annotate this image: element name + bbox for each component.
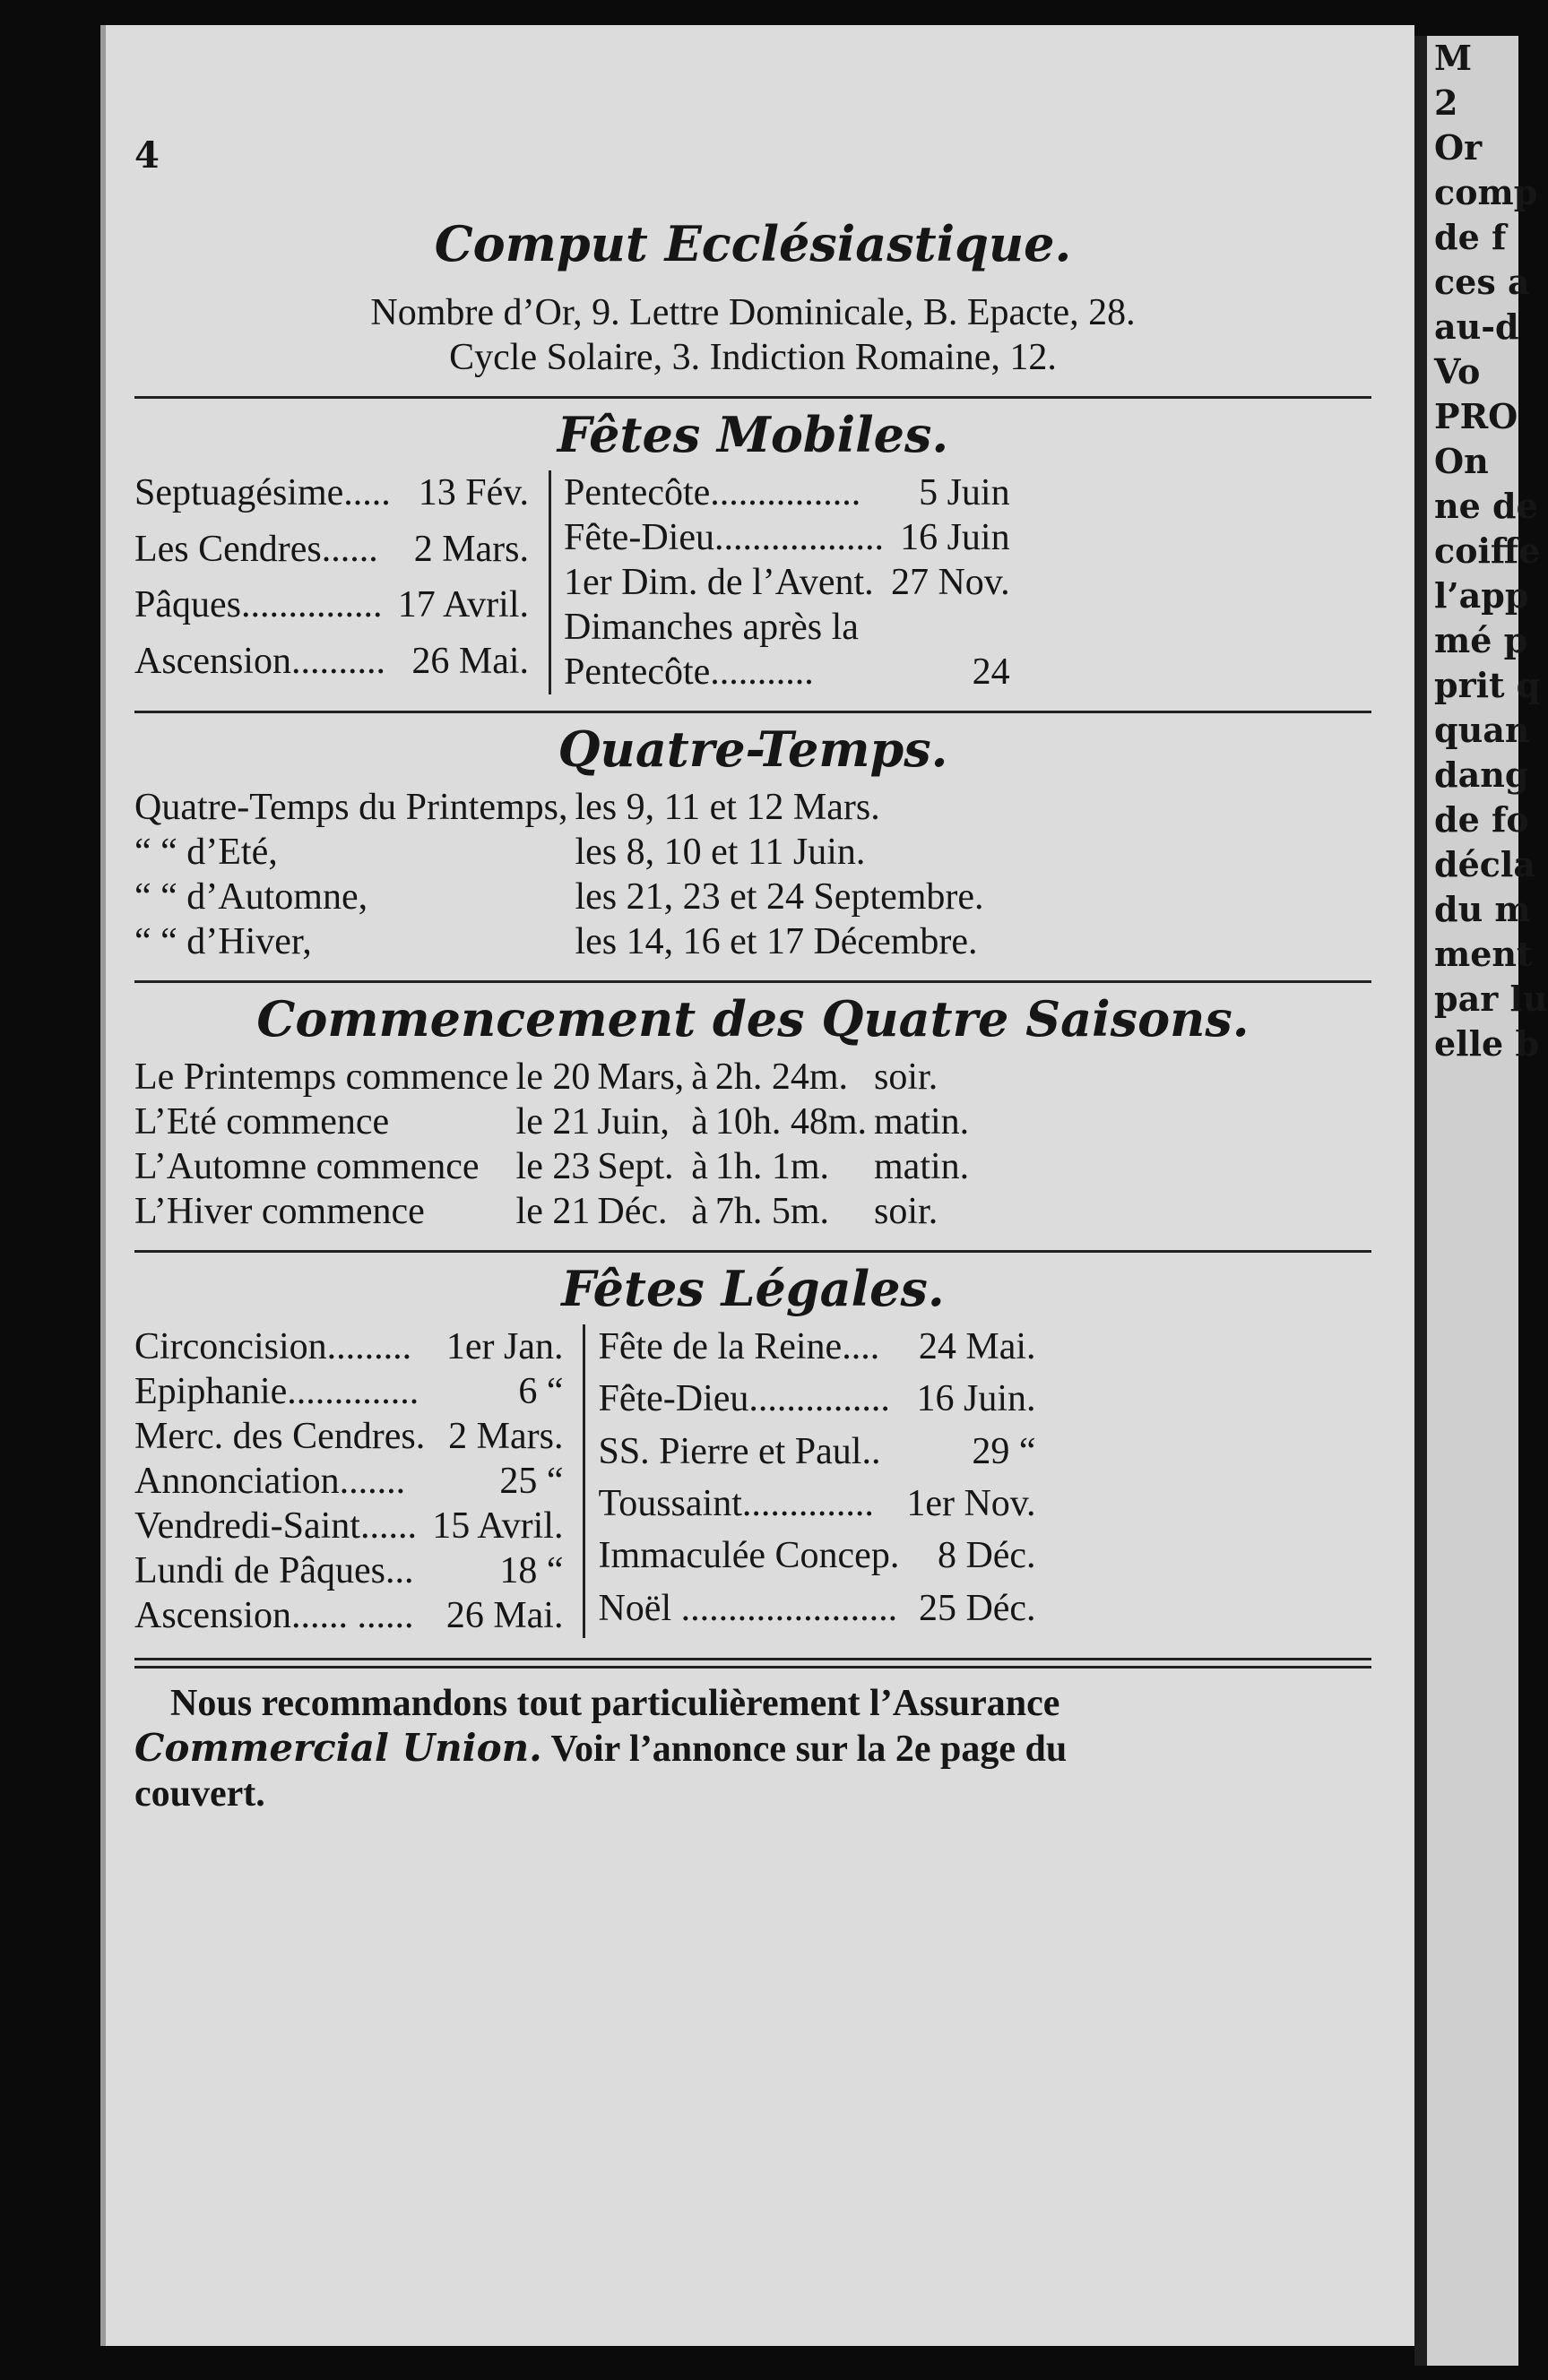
right-page-fragments <box>1427 36 1548 1066</box>
note-company-name: Commercial Union. <box>134 1726 542 1770</box>
fetes-legales-left <box>134 1324 570 1638</box>
fete-mobile-name: 1er Dim. de l’Avent. <box>564 562 874 603</box>
fete-legale-name: Noël ....................... <box>598 1587 898 1629</box>
fete-legale-name: SS. Pierre et Paul.. <box>598 1430 881 1472</box>
quatre-temps-season: “ “ d’Hiver, <box>134 921 312 962</box>
saison-day: le 21 <box>515 1191 591 1232</box>
column-divider <box>549 470 551 694</box>
fete-mobile-name: Ascension.......... <box>134 640 385 682</box>
fete-legale-row <box>134 1459 570 1504</box>
saison-month: Déc. <box>597 1191 668 1232</box>
fete-mobile-name: Les Cendres...... <box>134 528 378 570</box>
fetes-mobiles-columns <box>134 470 1371 694</box>
quatre-temps-season: Quatre-Temps du Printemps, <box>134 787 568 828</box>
saison-day: le 23 <box>515 1146 591 1187</box>
right-page-fragment: de fo <box>1434 799 1529 840</box>
section-rule <box>134 980 1371 983</box>
fete-legale-row <box>134 1324 570 1369</box>
right-page-fragment: M <box>1434 38 1473 78</box>
saison-part: matin. <box>874 1146 970 1187</box>
saisons-title: Commencement des Quatre Saisons. <box>256 990 1250 1048</box>
fete-mobile-row <box>564 470 1017 515</box>
quatre-temps-season: “ “ d’Eté, <box>134 832 278 873</box>
quatre-temps-dates: les 9, 11 et 12 Mars. <box>575 787 880 828</box>
saison-day: le 20 <box>515 1056 591 1098</box>
fete-legale-name: Toussaint.............. <box>598 1482 874 1524</box>
fete-legale-row <box>598 1429 1042 1481</box>
fetes-mobiles-title: Fêtes Mobiles. <box>557 406 949 463</box>
fete-mobile-date: 24 <box>972 651 1010 693</box>
right-page-fragment: ment <box>1434 934 1533 974</box>
fete-legale-name: Epiphanie.............. <box>134 1371 419 1412</box>
quatre-temps-dates: les 21, 23 et 24 Septembre. <box>575 876 984 918</box>
fete-legale-name: Merc. des Cendres. <box>134 1416 426 1457</box>
quatre-temps-table <box>134 785 991 964</box>
fete-mobile-name: Pentecôte........... <box>564 651 814 693</box>
right-page-fragment: l’app <box>1434 575 1529 616</box>
fete-mobile-name: Fête-Dieu.................. <box>564 517 884 558</box>
fetes-mobiles-right <box>564 470 1017 694</box>
right-page-fragment: On <box>1434 441 1489 481</box>
comput-title: Comput Ecclésiastique. <box>434 215 1072 272</box>
comput-line-1: Nombre d’Or, 9. Lettre Dominicale, B. Epacte, 28. <box>370 292 1136 333</box>
fete-mobile-row <box>564 515 1017 560</box>
fete-legale-row <box>598 1586 1042 1638</box>
saison-time: 1h. 1m. <box>714 1146 830 1187</box>
right-page-fragment: de f <box>1434 217 1507 257</box>
right-page-fragment: dang <box>1434 755 1529 795</box>
right-page-fragment: Or <box>1434 127 1483 168</box>
fete-mobile-date: 16 Juin <box>900 517 1010 558</box>
fete-mobile-name: Pâques............... <box>134 584 383 625</box>
section-rule <box>134 711 1371 713</box>
fete-mobile-row <box>134 639 536 695</box>
fete-legale-date: 25 Déc. <box>918 1587 1036 1629</box>
fete-legale-date: 15 Avril. <box>432 1505 564 1547</box>
saison-season: L’Automne commence <box>134 1146 480 1187</box>
quatre-temps-season: “ “ d’Automne, <box>134 876 368 918</box>
fete-legale-row <box>134 1548 570 1593</box>
fete-legale-name: Lundi de Pâques... <box>134 1550 414 1591</box>
saison-season: L’Hiver commence <box>134 1191 425 1232</box>
fete-legale-row <box>598 1324 1042 1376</box>
fete-legale-row <box>134 1593 570 1638</box>
note-line-2-text: Voir l’annonce sur la 2e page du <box>541 1729 1068 1770</box>
fete-mobile-row <box>134 582 536 639</box>
quatre-temps-row <box>134 875 991 919</box>
section-rule <box>134 396 1371 399</box>
note-line-3: couvert. <box>134 1773 265 1815</box>
fete-legale-date: 18 “ <box>499 1550 564 1591</box>
saison-a: à <box>691 1056 708 1098</box>
right-page-fragment: prit q <box>1434 665 1541 705</box>
fete-mobile-row <box>134 470 536 527</box>
fete-legale-row <box>598 1376 1042 1428</box>
fetes-legales-right <box>598 1324 1042 1638</box>
fete-legale-date: 16 Juin. <box>916 1378 1036 1420</box>
fete-legale-row <box>598 1481 1042 1533</box>
right-page-fragment: elle b <box>1434 1023 1540 1064</box>
fete-legale-date: 8 Déc. <box>937 1535 1036 1577</box>
saison-a: à <box>691 1101 708 1143</box>
saison-a: à <box>691 1191 708 1232</box>
fete-mobile-name: Pentecôte................ <box>564 472 861 513</box>
fete-legale-name: Fête-Dieu............... <box>598 1378 890 1420</box>
fete-legale-name: Circoncision......... <box>134 1326 412 1367</box>
fete-mobile-row <box>564 605 1017 650</box>
quatre-temps-row <box>134 785 991 830</box>
fete-mobile-row <box>134 527 536 583</box>
fetes-legales-title: Fêtes Légales. <box>561 1260 945 1317</box>
fete-legale-row <box>598 1533 1042 1585</box>
saison-row <box>134 1099 976 1144</box>
fete-mobile-date <box>891 605 1017 650</box>
saison-row <box>134 1144 976 1189</box>
fete-legale-row <box>134 1414 570 1459</box>
right-page-fragment: coiffe <box>1434 530 1541 571</box>
saison-month: Sept. <box>597 1146 674 1187</box>
right-page-fragment: Vo <box>1434 351 1481 392</box>
quatre-temps-dates: les 14, 16 et 17 Décembre. <box>575 921 978 962</box>
right-page-fragment: décla <box>1434 844 1535 884</box>
right-page-fragment: au-d <box>1434 306 1519 347</box>
fetes-mobiles-left <box>134 470 536 694</box>
fete-mobile-date: 13 Fév. <box>418 472 530 513</box>
fete-mobile-date: 17 Avril. <box>397 584 530 625</box>
fete-legale-date: 6 “ <box>518 1371 564 1412</box>
fete-legale-date: 25 “ <box>499 1461 564 1502</box>
quatre-temps-title: Quatre-Temps. <box>558 720 948 778</box>
fete-legale-name: Immaculée Concep. <box>598 1535 900 1577</box>
saison-a: à <box>691 1146 708 1187</box>
page-number: 4 <box>134 134 160 177</box>
fete-legale-date: 1er Nov. <box>906 1482 1036 1524</box>
fete-mobile-date: 5 Juin <box>919 472 1010 513</box>
saison-season: L’Eté commence <box>134 1101 390 1143</box>
fete-mobile-row <box>564 650 1017 694</box>
right-page-fragment: comp <box>1434 172 1538 212</box>
saison-time: 2h. 24m. <box>714 1056 849 1098</box>
saison-part: matin. <box>874 1101 970 1143</box>
fete-legale-row <box>134 1369 570 1414</box>
fete-mobile-row <box>564 560 1017 605</box>
saison-season: Le Printemps commence <box>134 1056 509 1098</box>
saison-part: soir. <box>874 1056 938 1098</box>
column-divider <box>583 1324 585 1638</box>
quatre-temps-row <box>134 919 991 964</box>
fete-legale-name: Annonciation....... <box>134 1461 406 1502</box>
right-page-fragment: ces a <box>1434 262 1530 302</box>
almanac-content <box>134 72 1371 1816</box>
saison-month: Mars, <box>597 1056 685 1098</box>
fete-mobile-date: 27 Nov. <box>890 562 1010 603</box>
fete-mobile-name: Dimanches après la <box>564 607 859 648</box>
saisons-table <box>134 1055 976 1234</box>
right-page-fragment: mé p <box>1434 620 1528 660</box>
fete-legale-date: 29 “ <box>972 1430 1036 1472</box>
saison-month: Juin, <box>597 1101 670 1143</box>
right-page-fragment: du m <box>1434 889 1531 929</box>
fete-legale-row <box>134 1504 570 1548</box>
right-page-fragment: par lu <box>1434 979 1548 1019</box>
saison-day: le 21 <box>515 1101 591 1143</box>
quatre-temps-row <box>134 830 991 875</box>
fete-legale-date: 1er Jan. <box>445 1326 564 1367</box>
saison-row <box>134 1189 976 1234</box>
note-line-1: Nous recommandons tout particulièrement l’Assurance <box>170 1683 1060 1724</box>
fete-legale-date: 2 Mars. <box>448 1416 564 1457</box>
comput-line-2: Cycle Solaire, 3. Indiction Romaine, 12. <box>449 337 1057 378</box>
fete-legale-name: Vendredi-Saint...... <box>134 1505 417 1547</box>
quatre-temps-dates: les 8, 10 et 11 Juin. <box>575 832 866 873</box>
fete-mobile-date: 26 Mai. <box>411 640 530 682</box>
saison-time: 7h. 5m. <box>714 1191 830 1232</box>
section-rule <box>134 1250 1371 1253</box>
fete-legale-name: Fête de la Reine.... <box>598 1326 880 1367</box>
saison-part: soir. <box>874 1191 938 1232</box>
right-page <box>1414 36 1548 2366</box>
note-line-2 <box>134 1726 1371 1772</box>
right-page-fragment: quan <box>1434 710 1530 750</box>
right-page-fragment: 2 <box>1434 82 1458 123</box>
right-page-fragment: ne de <box>1434 486 1538 526</box>
fete-legale-date: 26 Mai. <box>445 1595 564 1636</box>
double-rule <box>134 1658 1371 1669</box>
fete-legale-date: 24 Mai. <box>918 1326 1036 1367</box>
fete-mobile-name: Septuagésime..... <box>134 472 391 513</box>
fetes-legales-columns <box>134 1324 1371 1638</box>
right-page-fragment: PRO <box>1434 396 1518 436</box>
saison-time: 10h. 48m. <box>714 1101 868 1143</box>
fete-legale-name: Ascension...... ...... <box>134 1595 414 1636</box>
saison-row <box>134 1055 976 1099</box>
fete-mobile-date: 2 Mars. <box>413 528 530 570</box>
